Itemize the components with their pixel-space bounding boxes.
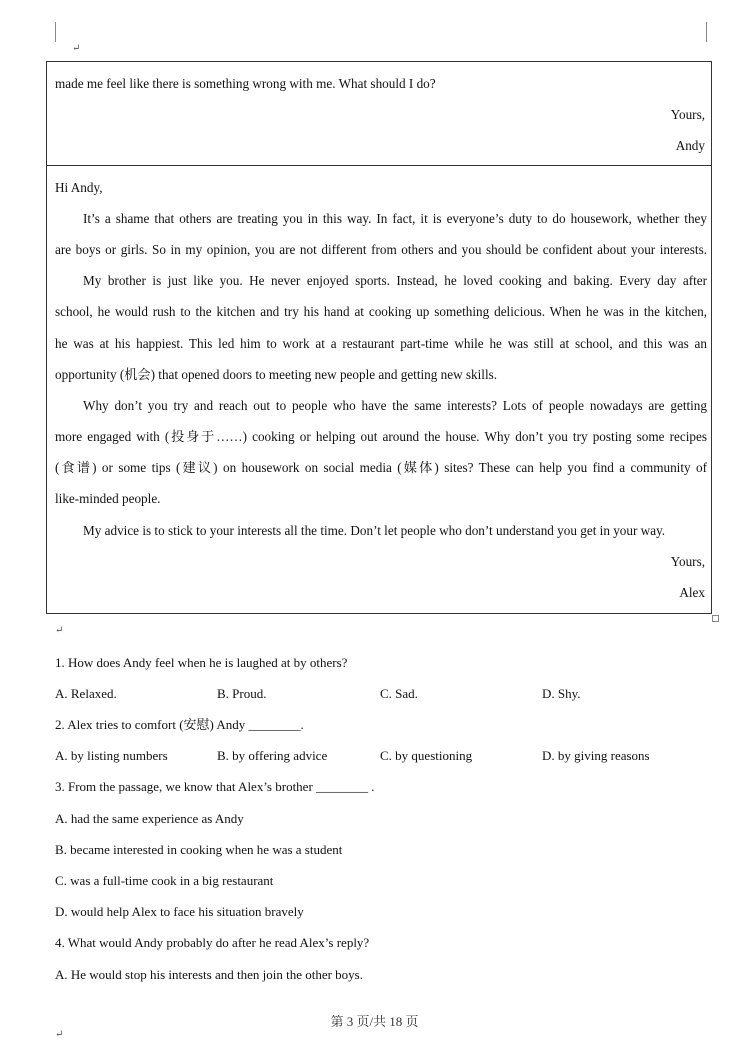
letter-alex-line-10: like-minded people. <box>55 491 161 506</box>
crop-mark-right <box>706 22 707 42</box>
letter-andy-closing: Yours, <box>670 107 705 122</box>
question-3-option-a: A. had the same experience as Andy <box>55 811 244 826</box>
letter-alex-signature: Alex <box>679 585 705 600</box>
letter-alex-line-1: It’s a shame that others are treating you in this way. In fact, it is everyone’s duty to do housework, whether they <box>83 211 707 226</box>
crop-mark-left <box>55 22 56 42</box>
letter-alex-line-11: My advice is to stick to your interests all the time. Don’t let people who don’t understand you get in your way. <box>83 523 666 538</box>
question-3-option-b: B. became interested in cooking when he was a student <box>55 842 343 857</box>
letter-alex-line-2: are boys or girls. So in my opinion, you are not different from others and you should be confident about your interests. <box>55 242 707 257</box>
question-2-stem: 2. Alex tries to comfort (安慰) Andy ________. <box>55 717 304 732</box>
question-1-option-d: D. Shy. <box>542 686 581 701</box>
question-2-option-b: B. by offering advice <box>217 748 328 763</box>
paragraph-mark: ↵ <box>55 1029 64 1040</box>
question-2-option-d: D. by giving reasons <box>542 748 650 763</box>
question-2-option-a: A. by listing numbers <box>55 748 168 763</box>
letter-alex-line-3: My brother is just like you. He never enjoyed sports. Instead, he loved cooking and baking. Every day after <box>83 273 707 288</box>
question-1-option-c: C. Sad. <box>380 686 418 701</box>
letter-andy-box <box>46 61 712 166</box>
letter-alex-line-9: (食谱) or some tips (建议) on housework on social media (媒体) sites? These can help you find a community of <box>55 460 707 475</box>
letter-andy-signature: Andy <box>675 138 705 153</box>
question-1-stem: 1. How does Andy feel when he is laughed at by others? <box>55 655 348 670</box>
page-footer: 第 3 页/共 18 页 <box>330 1014 419 1029</box>
question-4-stem: 4. What would Andy probably do after he read Alex’s reply? <box>55 935 370 950</box>
letter-alex-line-4: school, he would rush to the kitchen and try his hand at cooking up something delicious. When he was in the kitchen, <box>55 304 707 319</box>
letter-alex-greeting: Hi Andy, <box>55 180 103 195</box>
question-1-option-a: A. Relaxed. <box>55 686 117 701</box>
letter-alex-line-8: more engaged with (投身于……) cooking or helping out around the house. Why don’t you try posting some recipes <box>55 429 707 444</box>
letter-alex-line-7: Why don’t you try and reach out to people who have the same interests? Lots of people nowadays are getting <box>83 398 707 413</box>
letter-alex-line-5: he was at his happiest. This led him to work at a restaurant part-time while he was still at school, and this was an <box>55 336 707 351</box>
question-3-option-c: C. was a full-time cook in a big restaurant <box>55 873 274 888</box>
paragraph-mark: ↵ <box>72 43 81 54</box>
letter-alex-box <box>46 165 712 614</box>
question-3-option-d: D. would help Alex to face his situation bravely <box>55 904 304 919</box>
question-2-option-c: C. by questioning <box>380 748 473 763</box>
letter-andy-last-line: made me feel like there is something wrong with me. What should I do? <box>55 76 436 91</box>
letter-alex-closing: Yours, <box>670 554 705 569</box>
letter-alex-line-6: opportunity (机会) that opened doors to meeting new people and getting new skills. <box>55 367 498 382</box>
question-1-option-b: B. Proud. <box>217 686 267 701</box>
question-3-stem: 3. From the passage, we know that Alex’s brother ________ . <box>55 779 375 794</box>
paragraph-mark: ↵ <box>55 625 64 636</box>
question-4-option-a: A. He would stop his interests and then join the other boys. <box>55 967 363 982</box>
table-resize-handle[interactable] <box>712 615 719 622</box>
